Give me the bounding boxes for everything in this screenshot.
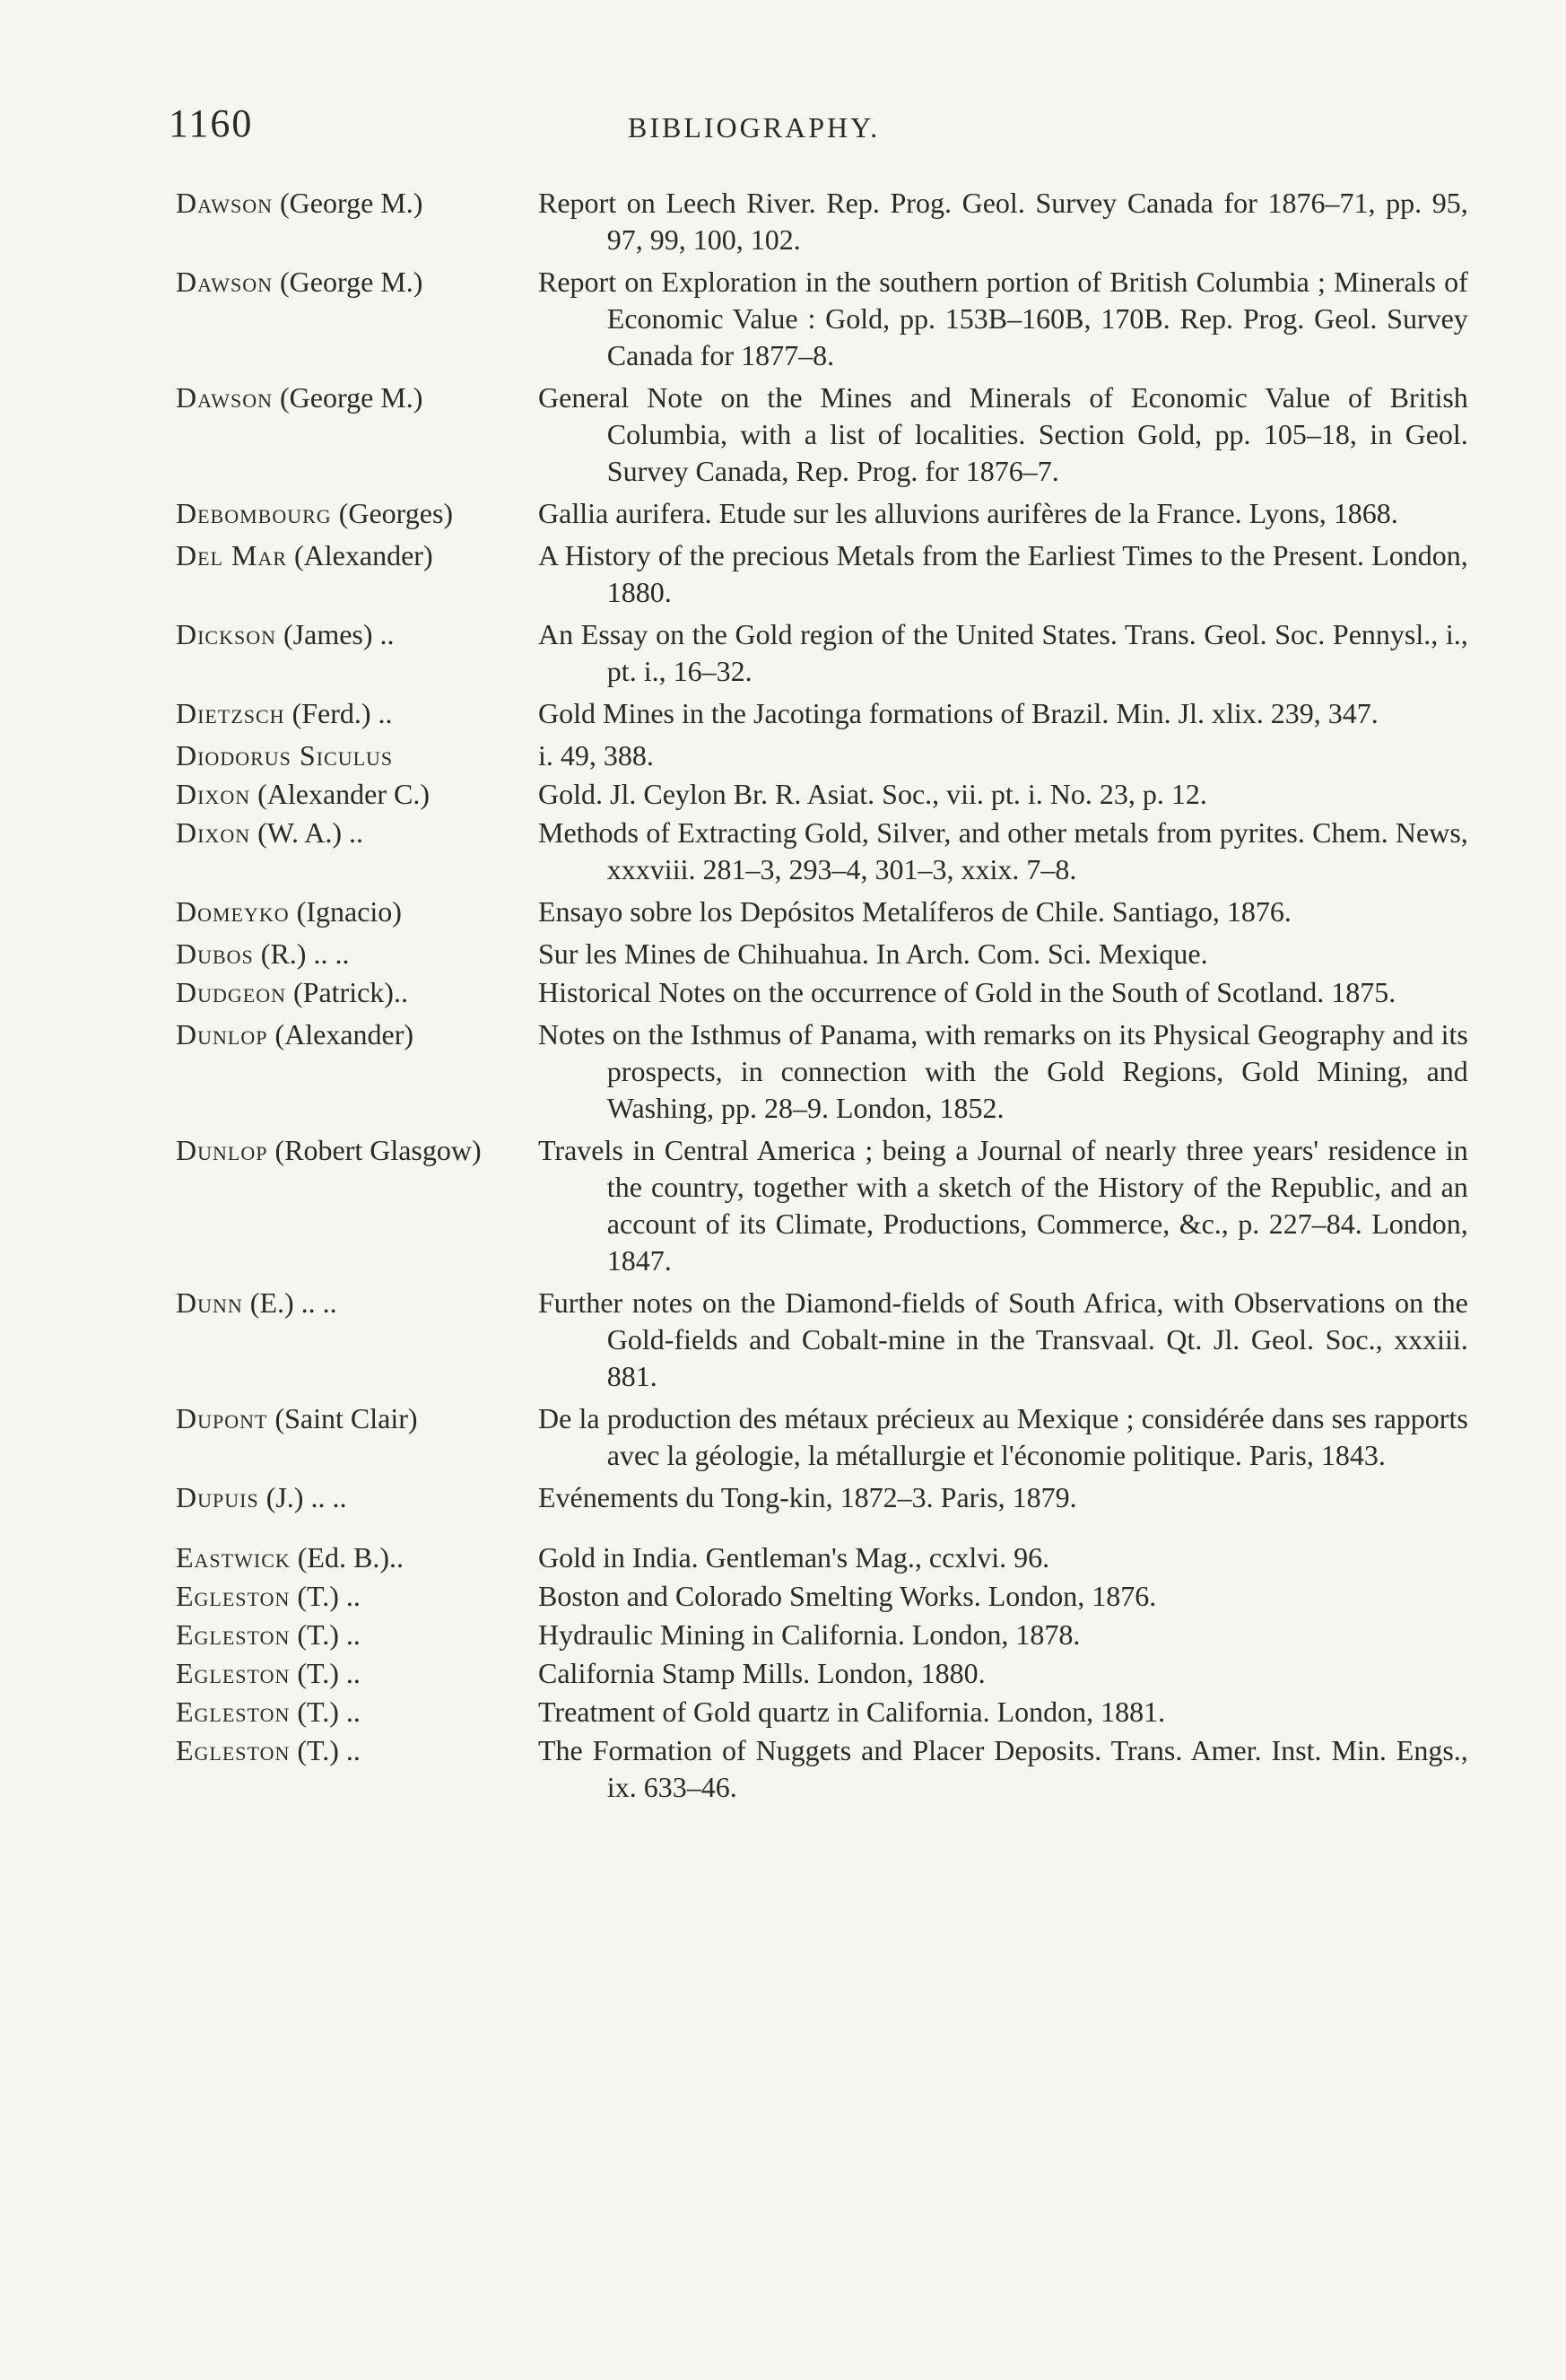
author-surname: Dietzsch xyxy=(176,697,285,729)
entry-author xyxy=(176,1132,538,1279)
entry-domeyko xyxy=(176,894,1431,930)
entry-title: Hydraulic Mining in California. London, 1878. xyxy=(538,1618,1081,1651)
entry-dunlop-alexander xyxy=(176,1016,1468,1127)
entry-author xyxy=(176,737,538,774)
entry-title: A History of the precious Metals from the Earliest Times to the Present. London, 1880. xyxy=(538,539,1468,608)
author-surname: Egleston xyxy=(176,1734,291,1766)
author-surname: Diodorus Siculus xyxy=(176,739,394,772)
entry-title: Gold Mines in the Jacotinga formations of Brazil. Min. Jl. xlix. 239, 347. xyxy=(538,697,1379,729)
author-surname: Dudgeon xyxy=(176,976,286,1008)
entry-author xyxy=(176,616,538,690)
author-given: (T.) .. xyxy=(290,1696,361,1728)
entry-debombourg xyxy=(176,495,1431,532)
author-given: (George M.) xyxy=(273,266,423,298)
entry-author xyxy=(176,1655,538,1692)
entry-dixon-wa xyxy=(176,815,1468,888)
entry-author xyxy=(176,1694,538,1731)
author-surname: Egleston xyxy=(176,1580,291,1612)
entry-author xyxy=(176,815,538,888)
author-given: (Saint Clair) xyxy=(267,1402,418,1434)
author-surname: Egleston xyxy=(176,1696,291,1728)
entry-author xyxy=(176,1617,538,1653)
author-given: (George M.) xyxy=(273,187,423,219)
author-surname: Eastwick xyxy=(176,1541,291,1574)
entry-title: Sur les Mines de Chihuahua. In Arch. Com. Sci. Mexique. xyxy=(538,937,1208,970)
entry-author xyxy=(176,1479,538,1516)
author-given: (E.) .. .. xyxy=(242,1286,337,1319)
author-given: (Patrick).. xyxy=(286,976,408,1008)
author-surname: Dunlop xyxy=(176,1134,268,1166)
author-given: (George M.) xyxy=(273,381,423,414)
bibliography-list xyxy=(176,185,1468,1806)
entry-author xyxy=(176,695,538,732)
entry-title: Gallia aurifera. Etude sur les alluvions aurifères de la France. Lyons, 1868. xyxy=(538,497,1398,529)
author-given: (R.) .. .. xyxy=(253,937,350,970)
author-given: (Robert Glasgow) xyxy=(267,1134,482,1166)
entry-author xyxy=(176,264,538,374)
author-given: (J.) .. .. xyxy=(258,1481,347,1513)
entry-author xyxy=(176,894,538,930)
entry-dawson-leech-river xyxy=(176,185,1468,258)
entry-dawson-exploration xyxy=(176,264,1468,374)
entry-egleston-boston xyxy=(176,1578,1431,1615)
entry-dupuis xyxy=(176,1479,1431,1516)
entry-dunn xyxy=(176,1285,1468,1395)
entry-egleston-quartz xyxy=(176,1694,1431,1731)
author-given: (W. A.) .. xyxy=(250,816,364,849)
entry-author xyxy=(176,185,538,258)
entry-title: Report on Leech River. Rep. Prog. Geol. Survey Canada for 1876–71, pp. 95, 97, 99, 100, 102. xyxy=(538,187,1468,256)
entry-author xyxy=(176,1539,538,1576)
entry-title: An Essay on the Gold region of the United States. Trans. Geol. Soc. Pennysl., i., pt. i., 16–32. xyxy=(538,618,1468,687)
entry-author xyxy=(176,1016,538,1127)
author-surname: Dupont xyxy=(176,1402,268,1434)
entry-title: General Note on the Mines and Minerals of Economic Value of British Columbia, with a list of localities. Section Gold, pp. 105–18, in Geol. Survey Canada, Rep. Prog. for 1876–7. xyxy=(538,381,1468,487)
entry-dixon-alexander xyxy=(176,776,1431,813)
entry-egleston-nuggets xyxy=(176,1732,1468,1806)
author-surname: Dickson xyxy=(176,618,277,650)
author-given: (T.) .. xyxy=(290,1618,361,1651)
author-given: (Alexander) xyxy=(267,1018,414,1051)
entry-dubos xyxy=(176,936,1431,972)
entry-title: Travels in Central America ; being a Journal of nearly three years' residence in the country, together with a sketch of the History of the Republic, and an account of its Climate, Productions, Commerce, &c., p. 227–84. London, 1847. xyxy=(538,1134,1468,1277)
entry-author xyxy=(176,1578,538,1615)
author-given: (Alexander) xyxy=(287,539,433,571)
author-surname: Debombourg xyxy=(176,497,332,529)
running-head: BIBLIOGRAPHY. xyxy=(628,111,881,144)
entry-del-mar xyxy=(176,537,1468,611)
entry-author xyxy=(176,974,538,1011)
entry-title: i. 49, 388. xyxy=(538,739,654,772)
entry-title: Notes on the Isthmus of Panama, with remarks on its Physical Geography and its prospects, in connection with the Gold Regions, Gold Mining, and Washing, pp. 28–9. London, 1852. xyxy=(538,1018,1468,1124)
entry-author xyxy=(176,379,538,490)
entry-title: Treatment of Gold quartz in California. London, 1881. xyxy=(538,1696,1166,1728)
author-surname: Egleston xyxy=(176,1657,291,1689)
entry-author xyxy=(176,495,538,532)
author-given: (Georges) xyxy=(331,497,454,529)
entry-author xyxy=(176,1285,538,1395)
entry-title: Further notes on the Diamond-fields of South Africa, with Observations on the Gold-fields and Cobalt-mine in the Transvaal. Qt. Jl. Geol. Soc., xxxiii. 881. xyxy=(538,1286,1468,1392)
entry-author xyxy=(176,1400,538,1474)
page-number: 1160 xyxy=(169,101,254,145)
author-surname: Dubos xyxy=(176,937,254,970)
author-surname: Dawson xyxy=(176,266,274,298)
entry-title: Gold in India. Gentleman's Mag., ccxlvi. 96. xyxy=(538,1541,1050,1574)
author-given: (T.) .. xyxy=(290,1734,361,1766)
entry-dunlop-robert xyxy=(176,1132,1468,1279)
entry-dawson-general-note xyxy=(176,379,1468,490)
entry-title: Report on Exploration in the southern portion of British Columbia ; Minerals of Economic Value : Gold, pp. 153B–160B, 170B. Rep. Prog. Geol. Survey Canada for 1877–8. xyxy=(538,266,1468,371)
author-surname: Dawson xyxy=(176,187,274,219)
entry-title: Historical Notes on the occurrence of Gold in the South of Scotland. 1875. xyxy=(538,976,1396,1008)
author-surname: Egleston xyxy=(176,1618,291,1651)
author-surname: Dunlop xyxy=(176,1018,268,1051)
author-surname: Del Mar xyxy=(176,539,288,571)
entry-eastwick xyxy=(176,1539,1431,1576)
entry-egleston-stamp-mills xyxy=(176,1655,1431,1692)
entry-title: De la production des métaux précieux au Mexique ; considérée dans ses rapports avec la géologie, la métallurgie et l'économie politique. Paris, 1843. xyxy=(538,1402,1468,1471)
author-surname: Dixon xyxy=(176,816,251,849)
entry-dietzsch xyxy=(176,695,1431,732)
author-surname: Dupuis xyxy=(176,1481,259,1513)
entry-egleston-hydraulic xyxy=(176,1617,1431,1653)
author-given: (Ferd.) .. xyxy=(284,697,393,729)
entry-title: Evénements du Tong-kin, 1872–3. Paris, 1879. xyxy=(538,1481,1077,1513)
author-surname: Dawson xyxy=(176,381,274,414)
entry-dudgeon xyxy=(176,974,1431,1011)
author-given: (James) .. xyxy=(276,618,395,650)
entry-author xyxy=(176,936,538,972)
entry-diodorus xyxy=(176,737,1431,774)
author-given: (T.) .. xyxy=(290,1580,361,1612)
entry-dickson xyxy=(176,616,1468,690)
author-given: (Ed. B.).. xyxy=(290,1541,404,1574)
entry-title: Ensayo sobre los Depósitos Metalíferos de Chile. Santiago, 1876. xyxy=(538,895,1292,928)
entry-title: Boston and Colorado Smelting Works. London, 1876. xyxy=(538,1580,1157,1612)
entry-author xyxy=(176,1732,538,1806)
entry-title: California Stamp Mills. London, 1880. xyxy=(538,1657,986,1689)
entry-author xyxy=(176,776,538,813)
entry-dupont xyxy=(176,1400,1468,1474)
author-given: (Ignacio) xyxy=(289,895,402,928)
entry-title: Methods of Extracting Gold, Silver, and other metals from pyrites. Chem. News, xxxviii. 281–3, 293–4, 301–3, xxix. 7–8. xyxy=(538,816,1468,885)
author-surname: Dixon xyxy=(176,778,251,810)
author-given: (T.) .. xyxy=(290,1657,361,1689)
entry-title: Gold. Jl. Ceylon Br. R. Asiat. Soc., vii. pt. i. No. 23, p. 12. xyxy=(538,778,1207,810)
author-surname: Dunn xyxy=(176,1286,243,1319)
entry-title: The Formation of Nuggets and Placer Deposits. Trans. Amer. Inst. Min. Engs., ix. 633–46. xyxy=(538,1734,1468,1803)
entry-author xyxy=(176,537,538,611)
author-surname: Domeyko xyxy=(176,895,290,928)
author-given: (Alexander C.) xyxy=(250,778,431,810)
